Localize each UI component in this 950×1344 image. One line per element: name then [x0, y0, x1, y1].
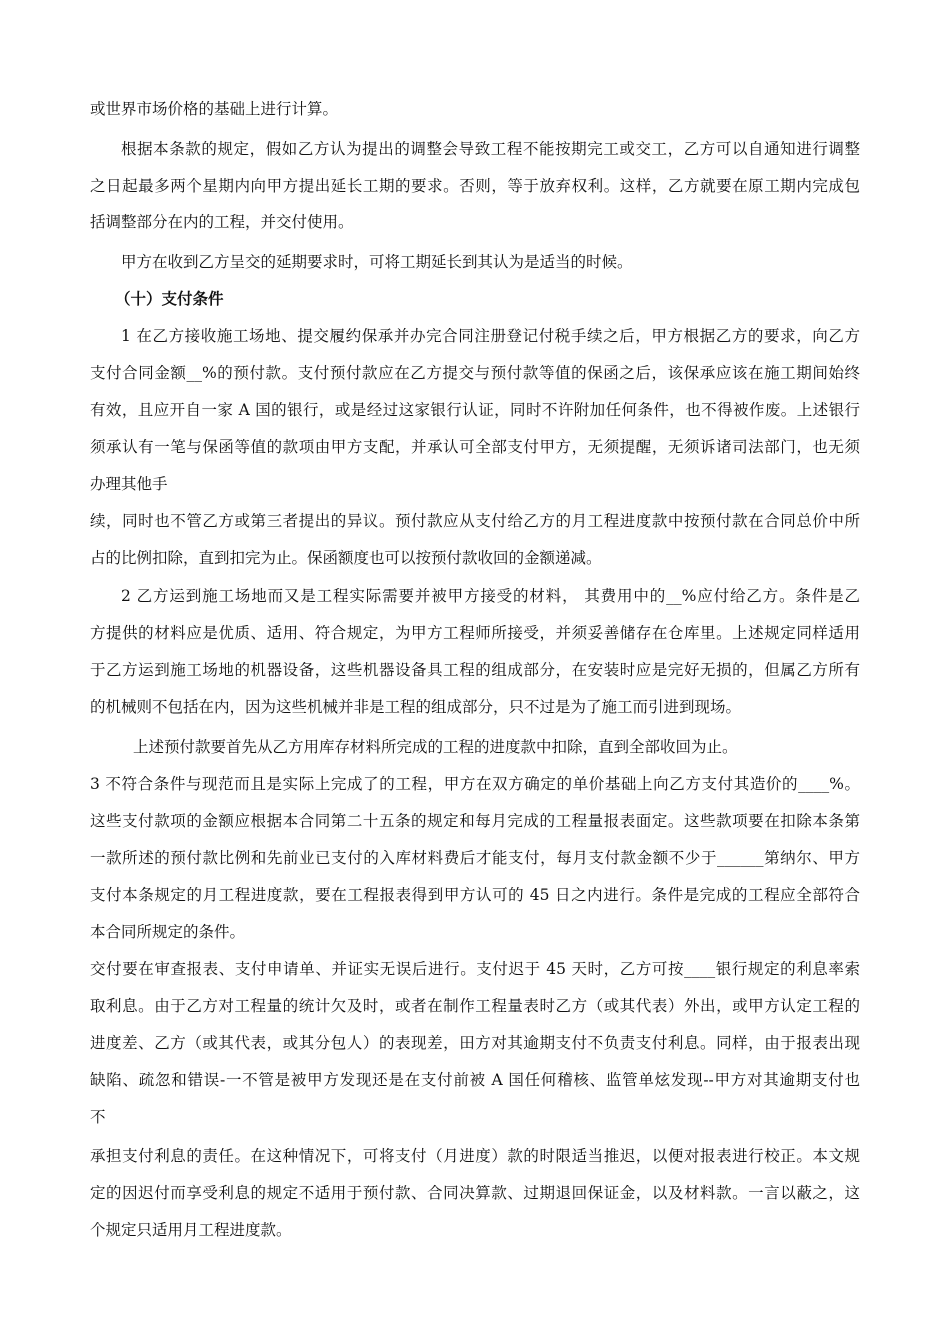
text-line: 有效，且应开自一家 A 国的银行，或是经过这家银行认证，同时不许附加任何条件，也不得被作废。上述银行: [90, 401, 860, 419]
text-line: 之日起最多两个星期内向甲方提出延长工期的要求。否则，等于放弃权利。这样，乙方就要在原工期内完成包: [90, 177, 860, 195]
text-line: 或世界市场价格的基础上进行计算。: [90, 100, 339, 118]
text-line: 支付合同金额__%的预付款。支付预付款应在乙方提交与预付款等值的保函之后，该保承应该在施工期间始终: [90, 364, 860, 382]
section-heading: （十）支付条件: [115, 290, 224, 308]
text-line: 占的比例扣除，直到扣完为止。保函额度也可以按预付款收回的金额递减。: [90, 549, 602, 567]
text-line: 一款所述的预付款比例和先前业已支付的入库材料费后才能支付，每月支付款金额不少于______第纳尔、甲方: [90, 849, 860, 867]
text-line: 3 不符合条件与现范而且是实际上完成了的工程，甲方在双方确定的单价基础上向乙方支付其造价的____%。: [90, 775, 860, 793]
text-line: 续，同时也不管乙方或第三者提出的异议。预付款应从支付给乙方的月工程进度款中按预付款在合同总价中所: [90, 512, 860, 530]
text-line: 括调整部分在内的工程，并交付使用。: [90, 213, 354, 231]
text-line: 取利息。由于乙方对工程量的统计欠及时，或者在制作工程量表时乙方（或其代表）外出，或甲方认定工程的: [90, 997, 860, 1015]
paragraph-first-line: 2 乙方运到施工场地而又是工程实际需要并被甲方接受的材料， 其费用中的__%应付给乙方。条件是乙: [121, 587, 860, 605]
text-line: 不: [90, 1108, 106, 1126]
text-line: 进度差、乙方（或其代表，或其分包人）的表现差，田方对其逾期支付不负责支付利息。同样，由于报表出现: [90, 1034, 860, 1052]
text-line: 个规定只适用月工程进度款。: [90, 1221, 292, 1239]
text-line: 交付要在审查报表、支付申请单、并证实无误后进行。支付迟于 45 天时，乙方可按____银行规定的利息率索: [90, 960, 860, 978]
paragraph-first-line: 1 在乙方接收施工场地、提交履约保承并办完合同注册登记付税手续之后，甲方根据乙方的要求，向乙方: [121, 327, 860, 345]
text-line: 支付本条规定的月工程进度款，要在工程报表得到甲方认可的 45 日之内进行。条件是完成的工程应全部符合: [90, 886, 860, 904]
text-line: 办理其他手: [90, 475, 168, 493]
paragraph-first-line: 根据本条款的规定，假如乙方认为提出的调整会导致工程不能按期完工或交工，乙方可以自通知进行调整: [121, 140, 860, 158]
paragraph-first-line: 上述预付款要首先从乙方用库存材料所完成的工程的进度款中扣除，直到全部收回为止。: [133, 738, 738, 756]
text-line: 缺陷、疏忽和错误-一不管是被甲方发现还是在支付前被 A 国任何稽核、监管单炫发现--甲方对其逾期支付也: [90, 1071, 860, 1089]
text-line: 的机械则不包括在内，因为这些机械并非是工程的组成部分，只不过是为了施工而引进到现场。: [90, 698, 742, 716]
paragraph-first-line: 甲方在收到乙方呈交的延期要求时，可将工期延长到其认为是适当的时候。: [121, 253, 633, 271]
text-line: 本合同所规定的条件。: [90, 923, 246, 941]
text-line: 于乙方运到施工场地的机器设备，这些机器设备具工程的组成部分，在安装时应是完好无损的，但属乙方所有: [90, 661, 860, 679]
text-line: 须承认有一笔与保函等值的款项由甲方支配，并承认可全部支付甲方，无须提醒，无须诉诸司法部门，也无须: [90, 438, 860, 456]
text-line: 承担支付利息的责任。在这种情况下，可将支付（月进度）款的时限适当推迟，以便对报表进行校正。本文规: [90, 1147, 860, 1165]
text-line: 这些支付款项的金额应根据本合同第二十五条的规定和每月完成的工程量报表面定。这些款项要在扣除本条第: [90, 812, 860, 830]
text-line: 定的因迟付而享受利息的规定不适用于预付款、合同决算款、过期退回保证金，以及材料款。一言以蔽之，这: [90, 1184, 860, 1202]
text-line: 方提供的材料应是优质、适用、符合规定，为甲方工程师所接受，并须妥善储存在仓库里。上述规定同样适用: [90, 624, 860, 642]
